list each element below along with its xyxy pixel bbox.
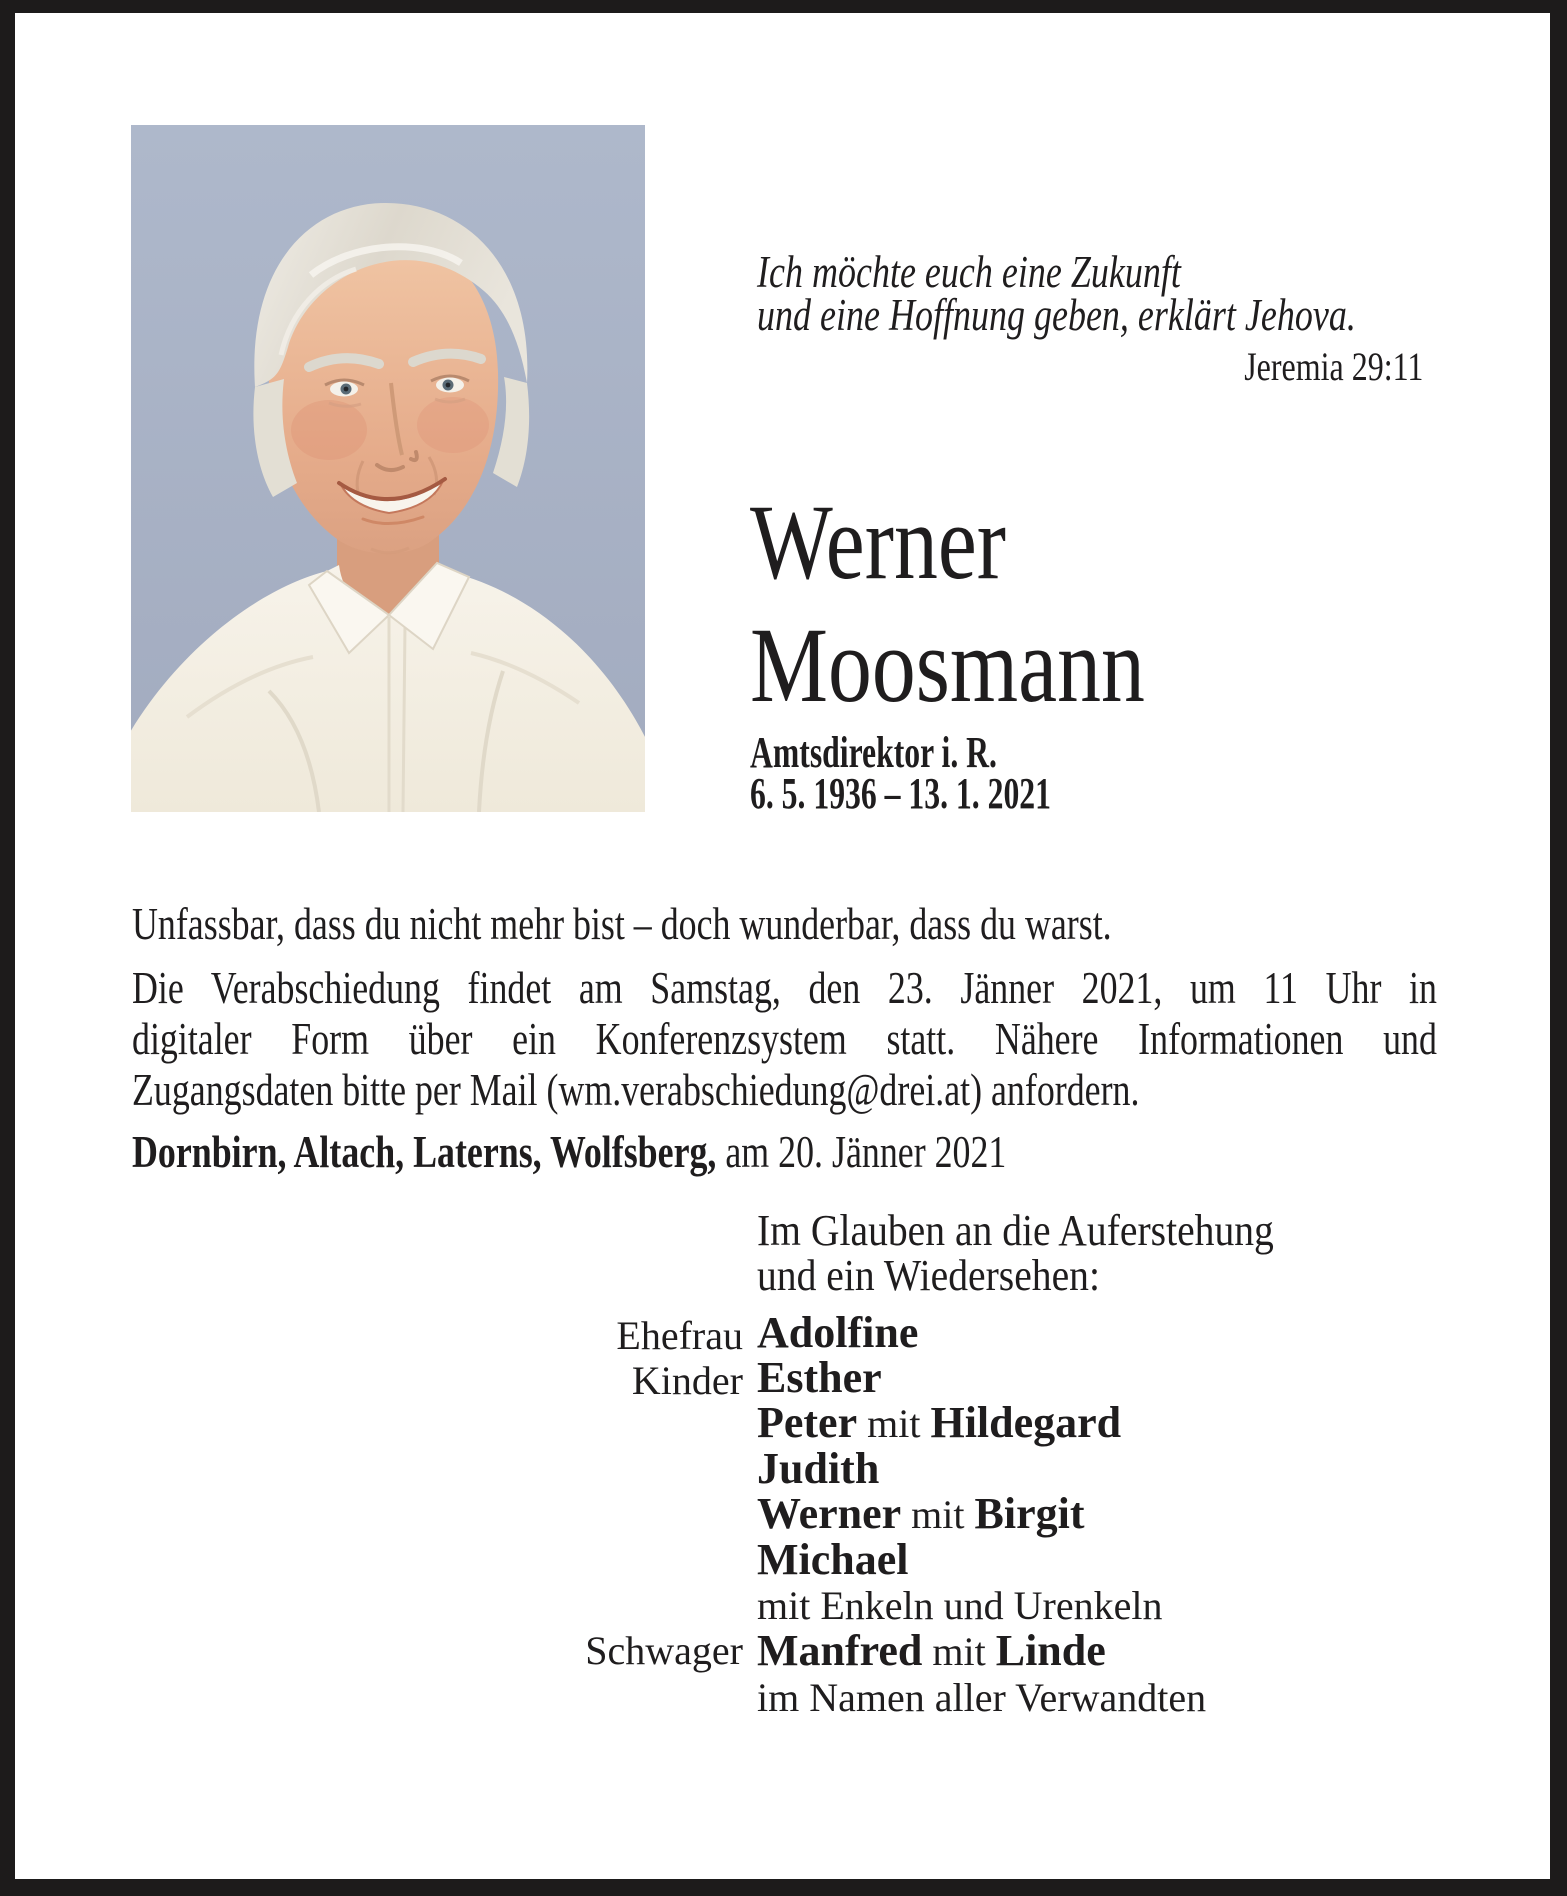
family-member-name: Michael [757,1535,909,1584]
family-role-label [15,1538,743,1583]
announcement-line: Die Verabschiedung findet am Samstag, den 23. Jänner 2021, um 11 Uhr in [132,962,1437,1013]
cheek-right [417,397,489,453]
faith-statement-line: und ein Wiedersehen: [757,1251,1100,1300]
family-role-label: Schwager [585,1628,743,1673]
deceased-last-name: Moosmann [750,607,1145,725]
family-row [757,1400,1206,1446]
family-row [757,1582,1206,1628]
deceased-first-name: Werner [750,484,1006,602]
deceased-title: Amtsdirektor i. R. [750,728,997,777]
deceased-title-block [750,728,1051,818]
places: Dornbirn, Altach, Laterns, Wolfsberg, [132,1126,717,1177]
family-member-name: Manfred [757,1626,923,1675]
family-member-name: Adolfine [757,1308,919,1357]
scripture-quote-line: und eine Hoffnung geben, erklärt Jehova. [757,290,1356,340]
scripture-reference: Jeremia 29:11 [1244,344,1424,389]
portrait-photo [131,125,645,812]
family-member-name: Linde [995,1626,1106,1675]
family-row [757,1355,1206,1400]
family-row [757,1537,1206,1582]
family-row-text: mit [922,1629,996,1674]
cheek-left [291,400,367,460]
family-role-label [15,1673,743,1718]
deceased-dates: 6. 5. 1936 – 13. 1. 2021 [750,769,1051,818]
family-member-name: Werner [757,1489,902,1538]
family-row [757,1628,1206,1674]
family-row [757,1446,1206,1491]
family-row [757,1674,1206,1720]
announcement-line: Zugangsdaten bitte per Mail (wm.verabschiedung@drei.at) anfordern. [132,1064,1140,1115]
family-row [757,1310,1206,1355]
family-row-text: mit [901,1492,975,1537]
family-role-label: Ehefrau [616,1313,743,1358]
family-role-label [15,1493,743,1538]
family-member-name: Peter [757,1398,858,1447]
family-member-name: Judith [757,1444,880,1493]
family-member-name: Esther [757,1353,882,1402]
condolence-line: Unfassbar, dass du nicht mehr bist – doch wunderbar, dass du warst. [132,898,1112,949]
scripture-quote-lines [757,247,1423,340]
family-row [757,1491,1206,1537]
family-names [757,1310,1206,1720]
faith-statement-line: Im Glauben an die Auferstehung [757,1206,1274,1255]
family-role-label [15,1583,743,1628]
family-member-name: Hildegard [930,1398,1122,1447]
faith-statement [757,1208,1274,1298]
family-row-text: im Namen aller Verwandten [757,1675,1207,1720]
family-role-labels [15,1313,743,1718]
family-member-name: Birgit [974,1489,1085,1538]
scripture-quote [757,247,1424,389]
announcement-date: am 20. Jänner 2021 [725,1126,1007,1177]
places-date-line [132,1126,1006,1177]
obituary-page [15,13,1550,1879]
farewell-announcement [132,962,1437,1115]
family-row-text: mit Enkeln und Urenkeln [757,1583,1163,1628]
family-role-label [15,1448,743,1493]
family-row-text: mit [857,1401,931,1446]
announcement-line: digitaler Form über ein Konferenzsystem statt. Nähere Informationen und [132,1013,1437,1064]
scripture-quote-line: Ich möchte euch eine Zukunft [757,247,1181,297]
family-role-label [15,1403,743,1448]
family-role-label: Kinder [631,1358,743,1403]
deceased-name [750,482,1145,728]
